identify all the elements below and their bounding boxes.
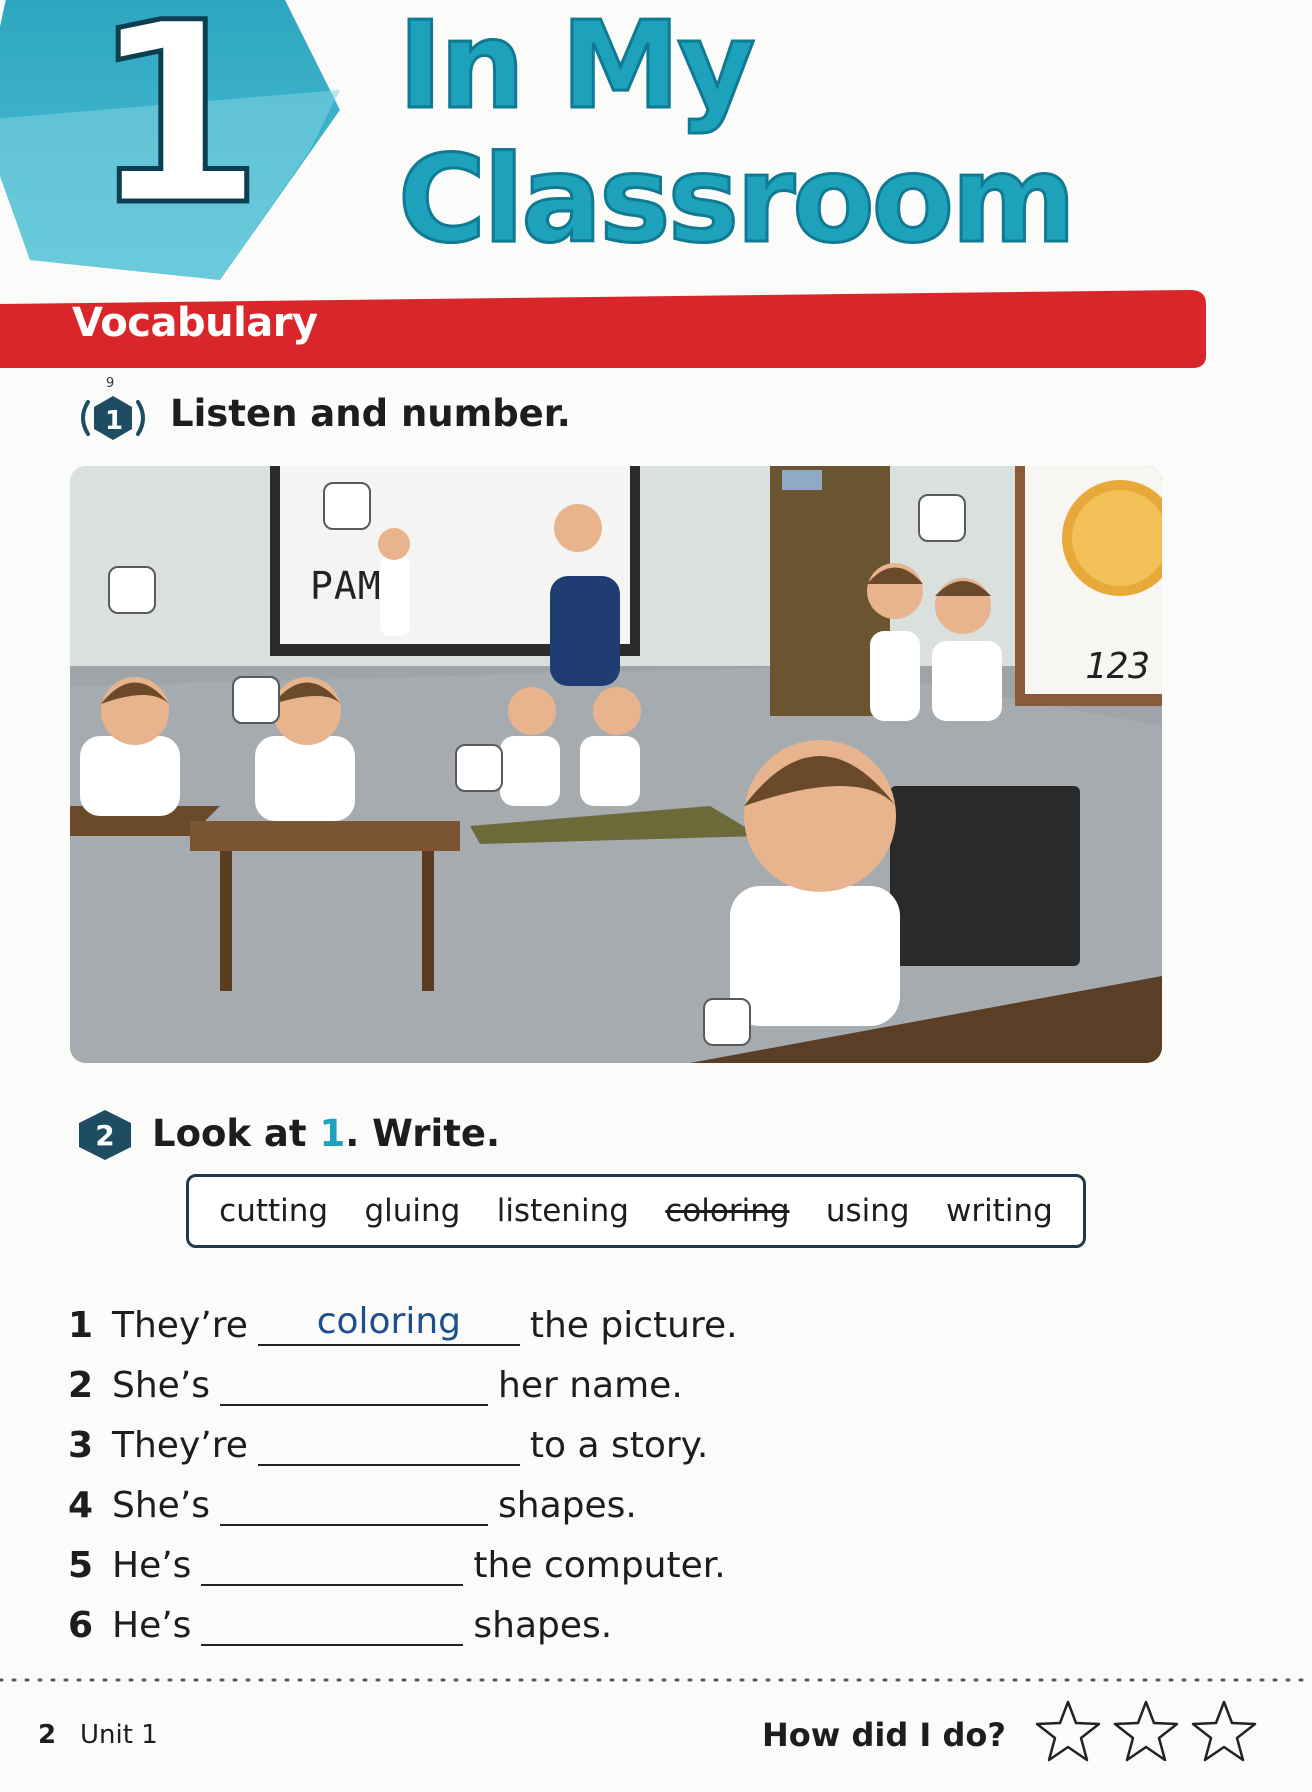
answer-box-story[interactable] — [455, 744, 503, 792]
sentence-before: He’s — [112, 1545, 192, 1586]
sentence-number: 1 — [68, 1305, 94, 1346]
sentence-number: 3 — [68, 1425, 94, 1466]
word-bank-item-crossed: coloring — [665, 1193, 790, 1229]
unit-title — [398, 0, 1158, 268]
answer-box-poster[interactable] — [918, 494, 966, 542]
activity1-instruction: Listen and number. — [170, 392, 571, 435]
activity1-number: 1 — [104, 406, 124, 436]
sentence-before: They’re — [112, 1425, 248, 1466]
word-bank-item: writing — [945, 1193, 1053, 1229]
unit-number: 1 — [90, 0, 264, 260]
handwritten-answer: coloring — [316, 1301, 462, 1342]
word-bank-item: listening — [496, 1193, 629, 1229]
sentence-4 — [68, 1476, 637, 1526]
sentence-after: her name. — [498, 1365, 683, 1406]
section-title: Vocabulary — [72, 300, 318, 346]
sentence-1 — [68, 1296, 738, 1346]
star-outline-icon[interactable] — [1112, 1698, 1180, 1766]
sentence-after: the computer. — [473, 1545, 726, 1586]
sentence-before: He’s — [112, 1605, 192, 1646]
word-bank-item: using — [825, 1193, 910, 1229]
activity2-number: 2 — [95, 1118, 115, 1152]
sentence-before: She’s — [112, 1485, 211, 1526]
unit-label: Unit 1 — [80, 1720, 158, 1750]
sentence-after: the picture. — [529, 1305, 738, 1346]
sentence-5 — [68, 1536, 726, 1586]
sentence-number: 6 — [68, 1605, 94, 1646]
sentence-6 — [68, 1596, 612, 1646]
answer-blank[interactable] — [220, 1360, 488, 1406]
activity2-instruction-prefix: Look at — [152, 1112, 320, 1155]
sentence-after: shapes. — [473, 1605, 613, 1646]
self-assessment-label: How did I do? — [762, 1716, 1006, 1754]
answer-blank[interactable] — [258, 1300, 520, 1346]
star-outline-icon[interactable] — [1034, 1698, 1102, 1766]
answer-blank[interactable] — [220, 1480, 488, 1526]
unit-title-line2: Classroom — [398, 131, 1074, 270]
answer-box-gluing[interactable] — [232, 676, 280, 724]
activity2-instruction — [152, 1112, 500, 1155]
classroom-illustration — [70, 466, 1162, 1063]
answer-blank[interactable] — [201, 1540, 463, 1586]
whiteboard-text: PAM — [310, 564, 382, 608]
answer-blank[interactable] — [258, 1420, 520, 1466]
classroom-picture — [70, 466, 1162, 1063]
answer-box-cutting[interactable] — [108, 566, 156, 614]
word-bank — [186, 1174, 1086, 1248]
answer-box-whiteboard[interactable] — [323, 482, 371, 530]
page-number: 2 — [38, 1720, 57, 1750]
sentence-before: She’s — [112, 1365, 211, 1406]
answer-box-computer[interactable] — [703, 998, 751, 1046]
sentence-number: 2 — [68, 1365, 94, 1406]
sentence-number: 4 — [68, 1485, 94, 1526]
activity2-instruction-ref: 1 — [319, 1112, 346, 1155]
sentence-after: to a story. — [529, 1425, 709, 1466]
sentence-3 — [68, 1416, 708, 1466]
activity2-instruction-suffix: . Write. — [345, 1112, 501, 1155]
unit-title-line1: In My — [398, 0, 753, 136]
answer-blank[interactable] — [201, 1600, 463, 1646]
sentence-number: 5 — [68, 1545, 94, 1586]
star-outline-icon[interactable] — [1190, 1698, 1258, 1766]
track-number: 9 — [106, 376, 115, 391]
word-bank-item: gluing — [364, 1193, 461, 1229]
sentence-after: shapes. — [498, 1485, 637, 1526]
sentence-2 — [68, 1356, 683, 1406]
poster-text: 123 — [1085, 646, 1151, 687]
sentence-before: They’re — [112, 1305, 248, 1346]
footer-divider — [0, 1678, 1312, 1682]
word-bank-item: cutting — [219, 1193, 329, 1229]
